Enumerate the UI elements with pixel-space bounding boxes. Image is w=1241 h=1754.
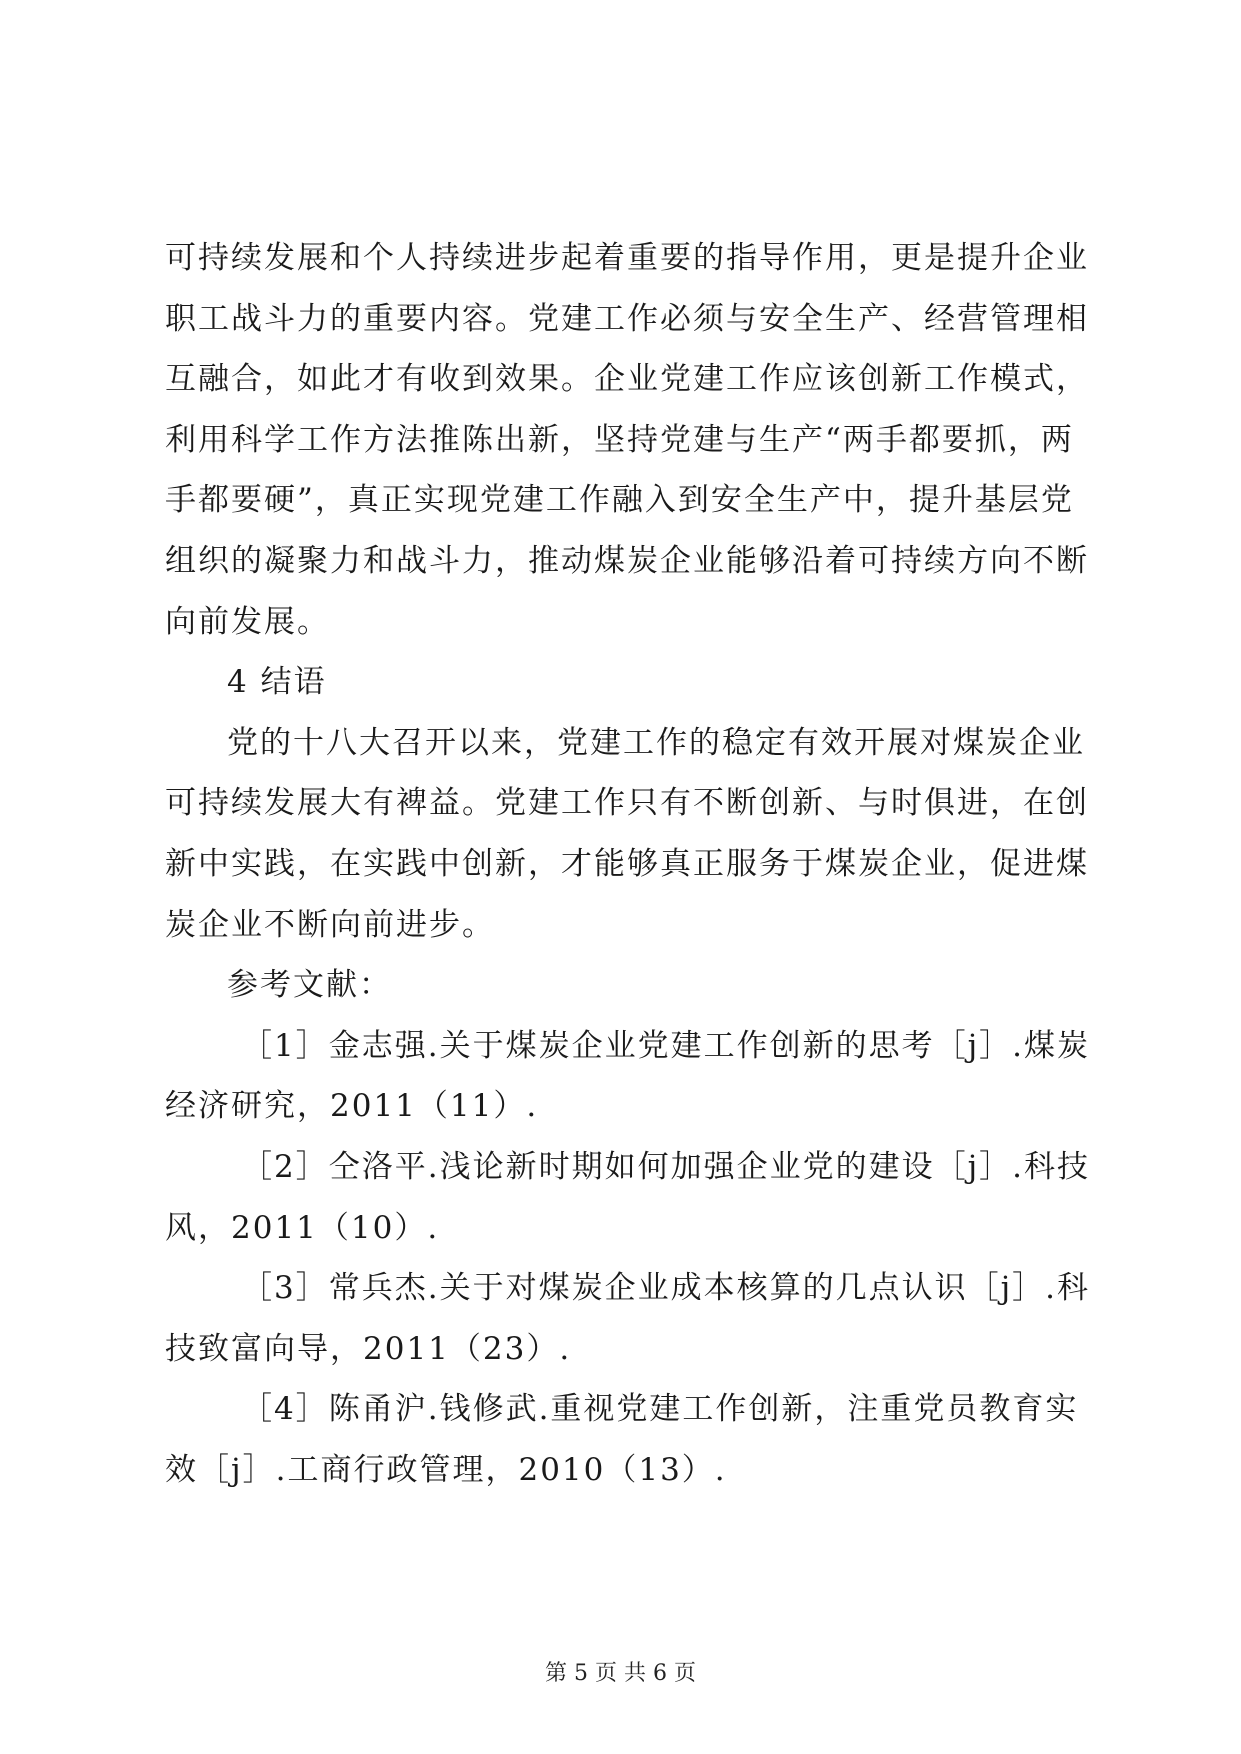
text-line: 新中实践，在实践中创新，才能够真正服务于煤炭企业，促进煤 — [165, 845, 1089, 882]
references-heading: 参考文献： — [227, 967, 392, 1004]
text-line: 向前发展。 — [165, 603, 330, 640]
text-line: 手都要硬”，真正实现党建工作融入到安全生产中，提升基层党 — [165, 482, 1074, 519]
document-body — [165, 228, 1091, 1500]
text-line: 组织的凝聚力和战斗力，推动煤炭企业能够沿着可持续方向不断 — [165, 542, 1089, 579]
reference-line: 经济研究，2011（11）. — [165, 1088, 539, 1125]
text-line: 党的十八大召开以来，党建工作的稳定有效开展对煤炭企业 — [227, 724, 1085, 761]
reference-item — [165, 1379, 1085, 1500]
reference-line: 效［j］.工商行政管理，2010（13）. — [165, 1451, 727, 1488]
text-line: 互融合，如此才有收到效果。企业党建工作应该创新工作模式， — [165, 361, 1089, 398]
section-heading: 4 结语 — [227, 664, 327, 701]
paragraph-conclusion — [165, 713, 1089, 955]
reference-list — [165, 1016, 1091, 1501]
text-line: 利用科学工作方法推陈出新，坚持党建与生产“两手都要抓，两 — [165, 421, 1074, 458]
reference-line: ［3］常兵杰.关于对煤炭企业成本核算的几点认识［j］.科 — [241, 1270, 1091, 1307]
text-line: 可持续发展大有裨益。党建工作只有不断创新、与时俱进，在创 — [165, 785, 1089, 822]
text-line: 职工战斗力的重要内容。党建工作必须与安全生产、经营管理相 — [165, 300, 1089, 337]
text-line: 炭企业不断向前进步。 — [165, 906, 495, 943]
text-line: 可持续发展和个人持续进步起着重要的指导作用，更是提升企业 — [165, 240, 1089, 276]
page-footer: 第 5 页 共 6 页 — [545, 1661, 696, 1686]
reference-line: ［2］仝洛平.浅论新时期如何加强企业党的建设［j］.科技 — [241, 1148, 1091, 1185]
reference-line: ［4］陈甬沪.钱修武.重视党建工作创新，注重党员教育实 — [241, 1391, 1079, 1428]
reference-item — [165, 1258, 1091, 1379]
paragraph-continuation — [165, 228, 1089, 652]
reference-line: 技致富向导，2011（23）. — [165, 1330, 572, 1367]
reference-line: 风，2011（10）. — [165, 1209, 440, 1246]
reference-line: ［1］金志强.关于煤炭企业党建工作创新的思考［j］.煤炭 — [241, 1027, 1091, 1064]
reference-item — [165, 1016, 1091, 1137]
reference-item — [165, 1137, 1091, 1258]
